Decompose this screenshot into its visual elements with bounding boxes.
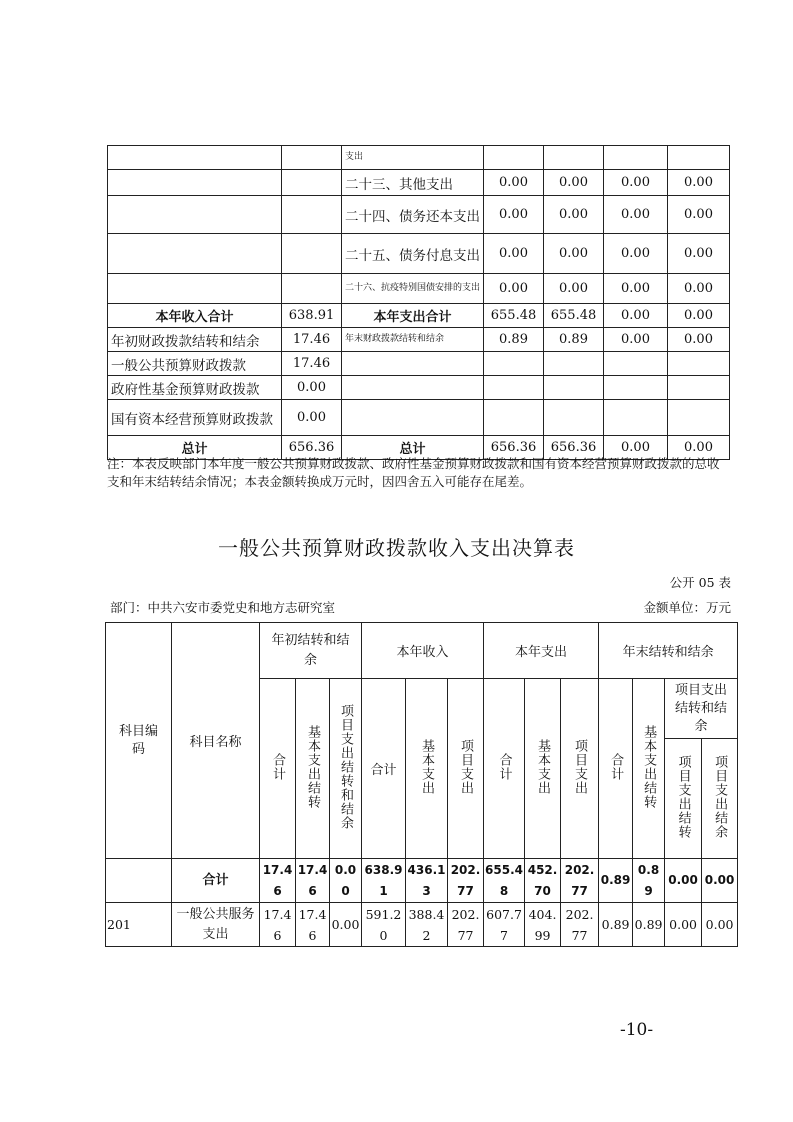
summary-cell-label: 政府性基金预算财政拨款 xyxy=(108,376,282,400)
header-expense-total: 合计 xyxy=(484,679,525,859)
summary-cell-amount: 0.00 xyxy=(282,400,342,436)
budget-row xyxy=(106,859,738,903)
summary-cell-basic: 0.00 xyxy=(544,234,604,274)
summary-cell-amount: 656.36 xyxy=(282,436,342,460)
budget-code: 201 xyxy=(106,903,172,947)
summary-cell-other: 0.00 xyxy=(668,274,730,304)
header-name: 科目名称 xyxy=(172,623,260,859)
budget-value: 591.20 xyxy=(362,903,406,947)
budget-value: 17.46 xyxy=(296,859,330,903)
summary-cell-amount xyxy=(282,274,342,304)
budget-value: 202.77 xyxy=(448,903,484,947)
summary-cell-basic: 0.89 xyxy=(544,328,604,352)
budget-value: 452.70 xyxy=(525,859,561,903)
summary-cell-basic: 655.48 xyxy=(544,304,604,328)
summary-cell-label: 本年收入合计 xyxy=(108,304,282,328)
budget-value: 388.42 xyxy=(406,903,448,947)
summary-cell-other xyxy=(668,400,730,436)
budget-value: 0.89 xyxy=(633,903,665,947)
budget-value: 0.89 xyxy=(599,859,633,903)
summary-cell-other: 0.00 xyxy=(668,328,730,352)
summary-cell-total: 0.00 xyxy=(484,196,544,234)
budget-value: 17.46 xyxy=(260,859,296,903)
summary-cell-project: 0.00 xyxy=(604,436,668,460)
page-number: -10- xyxy=(620,1020,654,1040)
summary-cell-total: 0.89 xyxy=(484,328,544,352)
header-expense: 本年支出 xyxy=(484,623,599,679)
summary-cell-total: 656.36 xyxy=(484,436,544,460)
summary-cell-other: 0.00 xyxy=(668,436,730,460)
summary-cell-amount: 0.00 xyxy=(282,376,342,400)
summary-cell-expense: 二十四、债务还本支出 xyxy=(342,196,484,234)
header-begin: 年初结转和结余 xyxy=(260,623,362,679)
summary-cell-project: 0.00 xyxy=(604,234,668,274)
summary-cell-total xyxy=(484,146,544,170)
summary-cell-label xyxy=(108,196,282,234)
summary-cell-other: 0.00 xyxy=(668,234,730,274)
section-title: 一般公共预算财政拨款收入支出决算表 xyxy=(218,536,575,560)
summary-row xyxy=(108,400,730,436)
summary-cell-project xyxy=(604,146,668,170)
summary-cell-basic xyxy=(544,376,604,400)
header-expense-basic: 基本支出 xyxy=(525,679,561,859)
budget-value: 0.00 xyxy=(702,903,738,947)
budget-value: 0.00 xyxy=(330,859,362,903)
budget-value: 0.89 xyxy=(633,859,665,903)
budget-value: 0.00 xyxy=(330,903,362,947)
summary-row xyxy=(108,304,730,328)
summary-cell-total: 655.48 xyxy=(484,304,544,328)
budget-value: 0.00 xyxy=(702,859,738,903)
summary-cell-label xyxy=(108,146,282,170)
summary-cell-basic: 0.00 xyxy=(544,274,604,304)
summary-cell-expense: 二十五、债务付息支出 xyxy=(342,234,484,274)
summary-cell-project xyxy=(604,376,668,400)
top-summary-table xyxy=(107,145,730,460)
summary-cell-other xyxy=(668,146,730,170)
budget-value: 202.77 xyxy=(561,903,599,947)
summary-cell-amount: 638.91 xyxy=(282,304,342,328)
summary-cell-basic: 0.00 xyxy=(544,170,604,196)
summary-cell-total: 0.00 xyxy=(484,274,544,304)
summary-cell-expense: 总计 xyxy=(342,436,484,460)
summary-cell-label: 一般公共预算财政拨款 xyxy=(108,352,282,376)
summary-cell-total: 0.00 xyxy=(484,234,544,274)
form-number: 公开 05 表 xyxy=(669,575,731,590)
summary-cell-project xyxy=(604,352,668,376)
budget-name: 一般公共服务支出 xyxy=(172,903,260,947)
summary-cell-expense: 年末财政拨款结转和结余 xyxy=(342,328,484,352)
budget-name: 合计 xyxy=(172,859,260,903)
summary-cell-total: 0.00 xyxy=(484,170,544,196)
summary-cell-basic xyxy=(544,146,604,170)
table-note: 注：本表反映部门本年度一般公共预算财政拨款、政府性基金预算财政拨款和国有资本经营预算财政拨款的总收支和年末结转结余情况；本表金额转换成万元时，因四舍五入可能存在尾差。 xyxy=(107,456,720,489)
summary-cell-expense: 二十三、其他支出 xyxy=(342,170,484,196)
summary-row xyxy=(108,328,730,352)
budget-value: 638.91 xyxy=(362,859,406,903)
budget-table xyxy=(105,622,738,947)
summary-cell-total xyxy=(484,400,544,436)
summary-row xyxy=(108,274,730,304)
summary-cell-project: 0.00 xyxy=(604,304,668,328)
summary-cell-label: 国有资本经营预算财政拨款 xyxy=(108,400,282,436)
summary-cell-total xyxy=(484,376,544,400)
summary-cell-other xyxy=(668,352,730,376)
budget-value: 0.00 xyxy=(665,903,702,947)
summary-row xyxy=(108,352,730,376)
budget-value: 202.77 xyxy=(561,859,599,903)
summary-cell-project: 0.00 xyxy=(604,328,668,352)
summary-cell-other: 0.00 xyxy=(668,170,730,196)
summary-cell-amount xyxy=(282,234,342,274)
summary-cell-project: 0.00 xyxy=(604,170,668,196)
budget-code xyxy=(106,859,172,903)
header-end-total: 合计 xyxy=(599,679,633,859)
summary-row xyxy=(108,170,730,196)
header-begin-basic: 基本支出结转 xyxy=(296,679,330,859)
summary-cell-label: 年初财政拨款结转和结余 xyxy=(108,328,282,352)
header-income-basic: 基本支出 xyxy=(406,679,448,859)
summary-cell-basic: 656.36 xyxy=(544,436,604,460)
summary-cell-basic xyxy=(544,400,604,436)
header-expense-project: 项目支出 xyxy=(561,679,599,859)
header-income-project: 项目支出 xyxy=(448,679,484,859)
summary-cell-expense: 二十六、抗疫特别国债安排的支出 xyxy=(342,274,484,304)
summary-cell-other: 0.00 xyxy=(668,196,730,234)
summary-cell-label xyxy=(108,234,282,274)
summary-cell-expense xyxy=(342,400,484,436)
budget-value: 202.77 xyxy=(448,859,484,903)
header-end-project-carry: 项目支出结转 xyxy=(665,739,702,859)
header-income-total: 合计 xyxy=(362,679,406,859)
summary-cell-amount: 17.46 xyxy=(282,328,342,352)
summary-cell-project xyxy=(604,400,668,436)
summary-cell-basic: 0.00 xyxy=(544,196,604,234)
budget-value: 17.46 xyxy=(260,903,296,947)
budget-value: 436.13 xyxy=(406,859,448,903)
budget-value: 607.77 xyxy=(484,903,525,947)
summary-cell-project: 0.00 xyxy=(604,196,668,234)
budget-value: 17.46 xyxy=(296,903,330,947)
summary-cell-label xyxy=(108,170,282,196)
summary-cell-amount xyxy=(282,146,342,170)
summary-cell-amount: 17.46 xyxy=(282,352,342,376)
summary-row xyxy=(108,376,730,400)
summary-cell-expense: 支出 xyxy=(342,146,484,170)
summary-cell-expense: 本年支出合计 xyxy=(342,304,484,328)
summary-cell-label xyxy=(108,274,282,304)
header-end: 年末结转和结余 xyxy=(599,623,738,679)
department-label: 部门：中共六安市委党史和地方志研究室 xyxy=(110,600,336,615)
summary-cell-other xyxy=(668,376,730,400)
summary-row xyxy=(108,146,730,170)
summary-cell-amount xyxy=(282,170,342,196)
summary-cell-total xyxy=(484,352,544,376)
summary-cell-expense xyxy=(342,352,484,376)
summary-cell-amount xyxy=(282,196,342,234)
budget-value: 0.00 xyxy=(665,859,702,903)
summary-cell-expense xyxy=(342,376,484,400)
header-end-project-group: 项目支出结转和结余 xyxy=(665,679,738,739)
budget-value: 404.99 xyxy=(525,903,561,947)
header-begin-project: 项目支出结转和结余 xyxy=(330,679,362,859)
header-end-basic: 基本支出结转 xyxy=(633,679,665,859)
summary-cell-project: 0.00 xyxy=(604,274,668,304)
header-begin-total: 合计 xyxy=(260,679,296,859)
budget-value: 655.48 xyxy=(484,859,525,903)
summary-cell-label: 总计 xyxy=(108,436,282,460)
unit-label: 金额单位：万元 xyxy=(643,600,731,615)
header-end-project-surplus: 项目支出结余 xyxy=(702,739,738,859)
header-income: 本年收入 xyxy=(362,623,484,679)
summary-row xyxy=(108,196,730,234)
summary-cell-basic xyxy=(544,352,604,376)
summary-cell-other: 0.00 xyxy=(668,304,730,328)
summary-row xyxy=(108,234,730,274)
budget-value: 0.89 xyxy=(599,903,633,947)
budget-row xyxy=(106,903,738,947)
header-code: 科目编码 xyxy=(106,623,172,859)
